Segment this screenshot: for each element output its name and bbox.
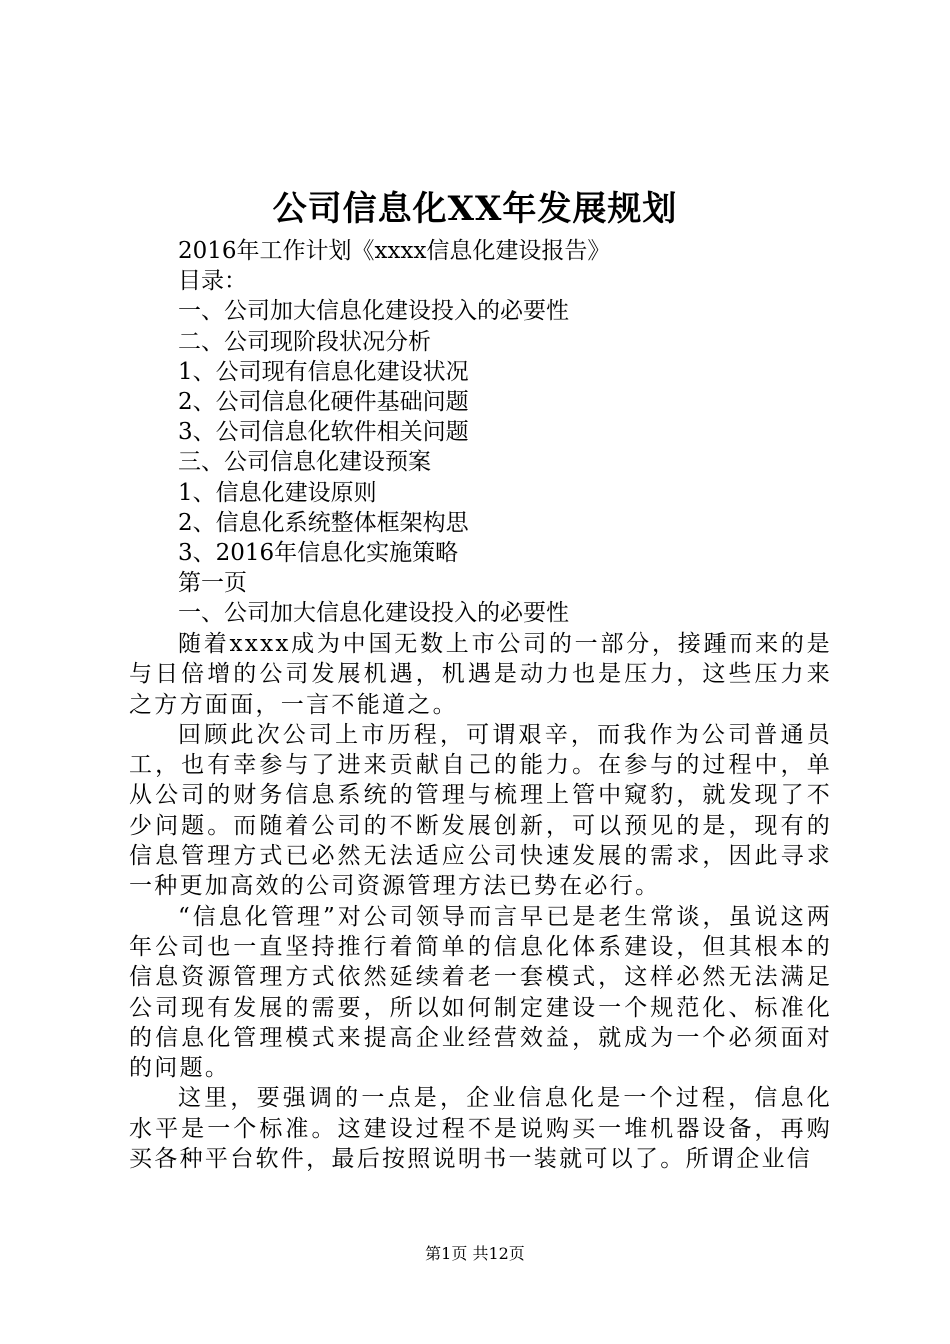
toc-line: 目录： bbox=[178, 268, 247, 295]
document-body bbox=[129, 629, 832, 1174]
document-title: 公司信息化XX年发展规划 bbox=[272, 189, 678, 229]
toc-line: 3、2016年信息化实施策略 bbox=[178, 540, 459, 567]
toc-line: 二、公司现阶段状况分析 bbox=[178, 328, 431, 355]
body-paragraph: 回顾此次公司上市历程，可谓艰辛，而我作为公司普通员工，也有幸参与了进来贡献自己的能力。在参与的过程中，单从公司的财务信息系统的管理与梳理上管中窥豹，就发现了不少问题。而随着公司的不断发展创新，可以预见的是，现有的信息管理方式已必然无法适应公司快速发展的需求，因此寻求一种更加高效的公司资源管理方法已势在必行。 bbox=[129, 721, 832, 900]
toc-line: 一、公司加大信息化建设投入的必要性 bbox=[178, 298, 569, 325]
toc-line: 一、公司加大信息化建设投入的必要性 bbox=[178, 600, 569, 627]
toc-line: 1、公司现有信息化建设状况 bbox=[178, 358, 469, 385]
toc-line: 2016年工作计划《xxxx信息化建设报告》 bbox=[178, 238, 611, 264]
toc-line: 3、公司信息化软件相关问题 bbox=[178, 419, 469, 446]
body-paragraph: 随着xxxx成为中国无数上市公司的一部分，接踵而来的是与日倍增的公司发展机遇，机遇是动力也是压力，这些压力来之方方面面，一言不能道之。 bbox=[129, 631, 832, 718]
table-of-contents bbox=[178, 236, 838, 629]
toc-line: 2、公司信息化硬件基础问题 bbox=[178, 389, 469, 416]
body-paragraph: 这里，要强调的一点是，企业信息化是一个过程，信息化水平是一个标准。这建设过程不是说购买一堆机器设备，再购买各种平台软件，最后按照说明书一装就可以了。所谓企业信 bbox=[129, 1085, 832, 1173]
body-paragraph: “信息化管理”对公司领导而言早已是老生常谈，虽说这两年公司也一直坚持推行着简单的信息化体系建设，但其根本的信息资源管理方式依然延续着老一套模式，这样必然无法满足公司现有发展的需要，所以如何制定建设一个规范化、标准化的信息化管理模式来提高企业经营效益，就成为一个必须面对的问题。 bbox=[129, 903, 832, 1082]
toc-line: 第一页 bbox=[178, 570, 247, 597]
page-footer: 第1页 共12页 bbox=[425, 1244, 525, 1263]
toc-line: 1、信息化建设原则 bbox=[178, 479, 377, 506]
toc-line: 三、公司信息化建设预案 bbox=[178, 449, 431, 476]
toc-line: 2、信息化系统整体框架构思 bbox=[178, 509, 469, 536]
